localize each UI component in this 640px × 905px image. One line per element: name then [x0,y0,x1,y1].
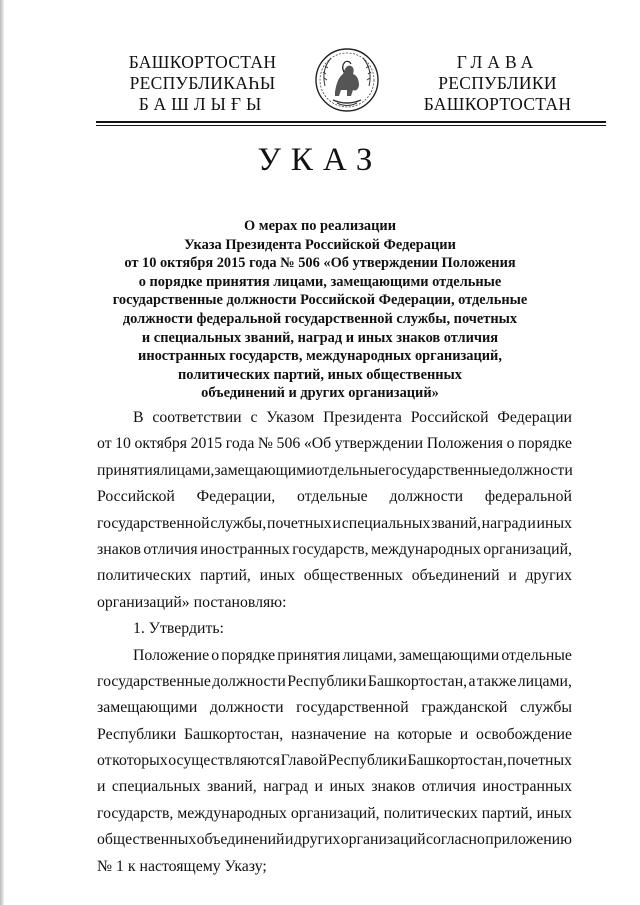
body-word: политических [97,567,192,585]
body-word: Российской [97,488,175,506]
body-word: службы, [210,514,267,532]
body-word: специальных [111,778,201,796]
body-word: отличия [421,778,476,796]
body-word: государств, [97,804,174,822]
body-word: а [468,672,476,690]
body-word: лицами, [342,646,397,664]
subject-line: иностранных государств, международных организаций, [138,348,502,365]
body-word: приложению [485,831,572,849]
body-word: Положения [426,435,504,453]
subject-line: политических партий, иных общественных [178,366,462,383]
body-word: Республики [287,672,367,690]
document-title: УКАЗ [257,142,383,178]
body-word: Указом [266,409,315,426]
subject-line: о порядке принятия лицами, замещающими отдельные [138,273,502,290]
body-line [97,643,572,669]
body-word: званий, [206,778,257,796]
body-word: Республики [97,725,177,743]
document-body [97,405,572,880]
body-word: политических [383,804,478,822]
body-word: Башкортостан, [184,725,284,743]
body-word: иностранных [482,778,572,796]
body-word: замещающими [398,646,500,664]
body-word: общественных [303,567,403,585]
body-word: Федерации [497,409,572,426]
body-word: отдельные [297,488,368,506]
letterhead-right-line: БАШКОРТОСТАН [423,94,572,114]
body-line [97,484,572,510]
body-word: званий, [431,514,481,532]
body-word: отдельные [501,646,572,664]
body-word: лицами, [160,461,215,479]
subject-line: О мерах по реализации [244,218,396,234]
body-word: Положение [133,646,210,664]
body-word: должности [209,699,284,717]
document-subject [95,217,545,403]
body-word: объединений [196,831,285,849]
body-word: государственной [296,699,409,717]
body-word: почетных [507,752,572,770]
body-word: государственные [385,461,500,479]
body-line [97,669,572,695]
body-word: организаций, [290,804,380,822]
body-word: почетных [267,514,332,532]
body-line: № 1 к настоящему Указу; [97,857,267,875]
body-word: от [97,435,112,453]
body-line [97,511,572,537]
body-word: государств, [292,540,369,558]
body-word: от [97,752,112,770]
letterhead-russian [410,52,585,115]
letterhead [0,46,640,116]
body-word: Президента [323,409,402,426]
body-word: знаков [97,540,141,558]
body-word: иностранных [200,540,290,558]
body-line [97,563,572,589]
body-word: утверждении [334,435,424,453]
body-word: 10 [115,435,131,453]
body-word: федеральной [484,488,572,506]
body-word: на [374,725,390,743]
body-word: осуществляются [168,752,281,770]
body-word: и [332,514,341,532]
body-word: должности [212,672,286,690]
letterhead-right-line: ГЛАВА [456,52,539,72]
body-word: соответствии [152,409,242,426]
body-word: назначение [290,725,367,743]
body-word: которых [112,752,168,770]
body-word: замещающими [214,461,315,479]
body-line [97,801,572,827]
body-word: иных [536,804,572,822]
body-word: № [257,435,273,453]
body-word: иных [259,567,296,585]
body-word: иных [329,778,365,796]
body-word: партий, [481,804,533,822]
body-word: и [459,725,469,743]
body-line [97,748,572,774]
body-word: года [225,435,255,453]
page-edge [0,0,4,905]
subject-line: должности федеральной государственной службы, почетных [122,310,518,327]
body-word: международных [371,540,481,558]
letterhead-left-line: РЕСПУБЛИКАҺЫ [129,73,276,93]
body-word: «Об [303,435,332,453]
body-line [97,695,572,721]
body-word: должности [389,488,464,506]
letterhead-right-line: РЕСПУБЛИКИ [438,73,557,93]
coat-of-arms-emblem-icon [313,46,381,114]
body-word: октября [134,435,188,453]
body-word: иных [536,514,572,532]
subject-line: государственные должности Российской Федерации, отдельные [112,292,528,309]
body-word: Главой [280,752,328,770]
body-word: замещающими [97,699,198,717]
body-word: службы [520,699,572,717]
body-word: и [284,831,294,849]
subject-line: Указа Президента Российской Федерации [184,236,456,253]
body-word: и [314,778,324,796]
body-word: государственной [97,514,210,532]
body-word: и [508,567,517,585]
body-word: о [211,646,220,664]
body-word: гражданской [421,699,508,717]
body-line [97,405,572,431]
body-word: государственные [97,672,211,690]
body-word: Российской [410,409,489,426]
letterhead-left-line: БАШЛЫҒЫ [138,94,267,114]
body-word: и [527,514,536,532]
body-word: с [250,409,258,426]
body-line [97,722,572,748]
body-line [97,827,572,853]
body-word: принятия [97,461,161,479]
body-word: В [133,409,144,426]
body-word: принятия [277,646,341,664]
body-word: специальных [341,514,431,532]
body-word: порядке [518,435,572,453]
body-line [97,774,572,800]
body-word: 506 [276,435,301,453]
body-word: других [525,567,572,585]
subject-line: объединений и других организаций» [201,385,439,402]
body-word: организаций [340,831,426,849]
body-line [97,431,572,457]
letterhead-rule-thin [96,125,606,126]
body-word: лицами, [517,672,572,690]
body-word: Башкортостан, [367,672,468,690]
body-word: должности [499,461,573,479]
body-word: и [97,778,106,796]
body-word: освобождение [476,725,572,743]
body-word: также [476,672,517,690]
body-word: Башкортостан, [407,752,507,770]
body-word: знаков [371,778,416,796]
body-word: Федерации, [196,488,276,506]
letterhead-left-line: БАШКОРТОСТАН [128,52,277,72]
body-word: которые [397,725,453,743]
letterhead-bashkir [105,52,300,115]
letterhead-rule-thick [96,121,606,123]
body-line [97,458,572,484]
body-line: организаций» постановляю: [97,593,287,611]
subject-line: и специальных званий, наград и иных знаков отличия [141,329,499,346]
body-word: о [506,435,515,453]
body-word: порядке [221,646,276,664]
body-word: Республики [327,752,407,770]
body-word: отличия [143,540,198,558]
body-word: общественных [97,831,197,849]
body-word: наград [481,514,527,532]
body-word: отдельные [314,461,386,479]
body-word: других [293,831,341,849]
body-word: объединений [411,567,500,585]
body-word: согласно [426,831,485,849]
body-word: организаций, [483,540,572,558]
body-line: 1. Утвердить: [133,620,224,638]
body-line [97,537,572,563]
body-word: наград [263,778,309,796]
subject-line: от 10 октября 2015 года № 506 «Об утверждении Положения [124,255,516,272]
body-word: 2015 [190,435,223,453]
body-word: международных [177,804,287,822]
body-word: партий, [199,567,251,585]
